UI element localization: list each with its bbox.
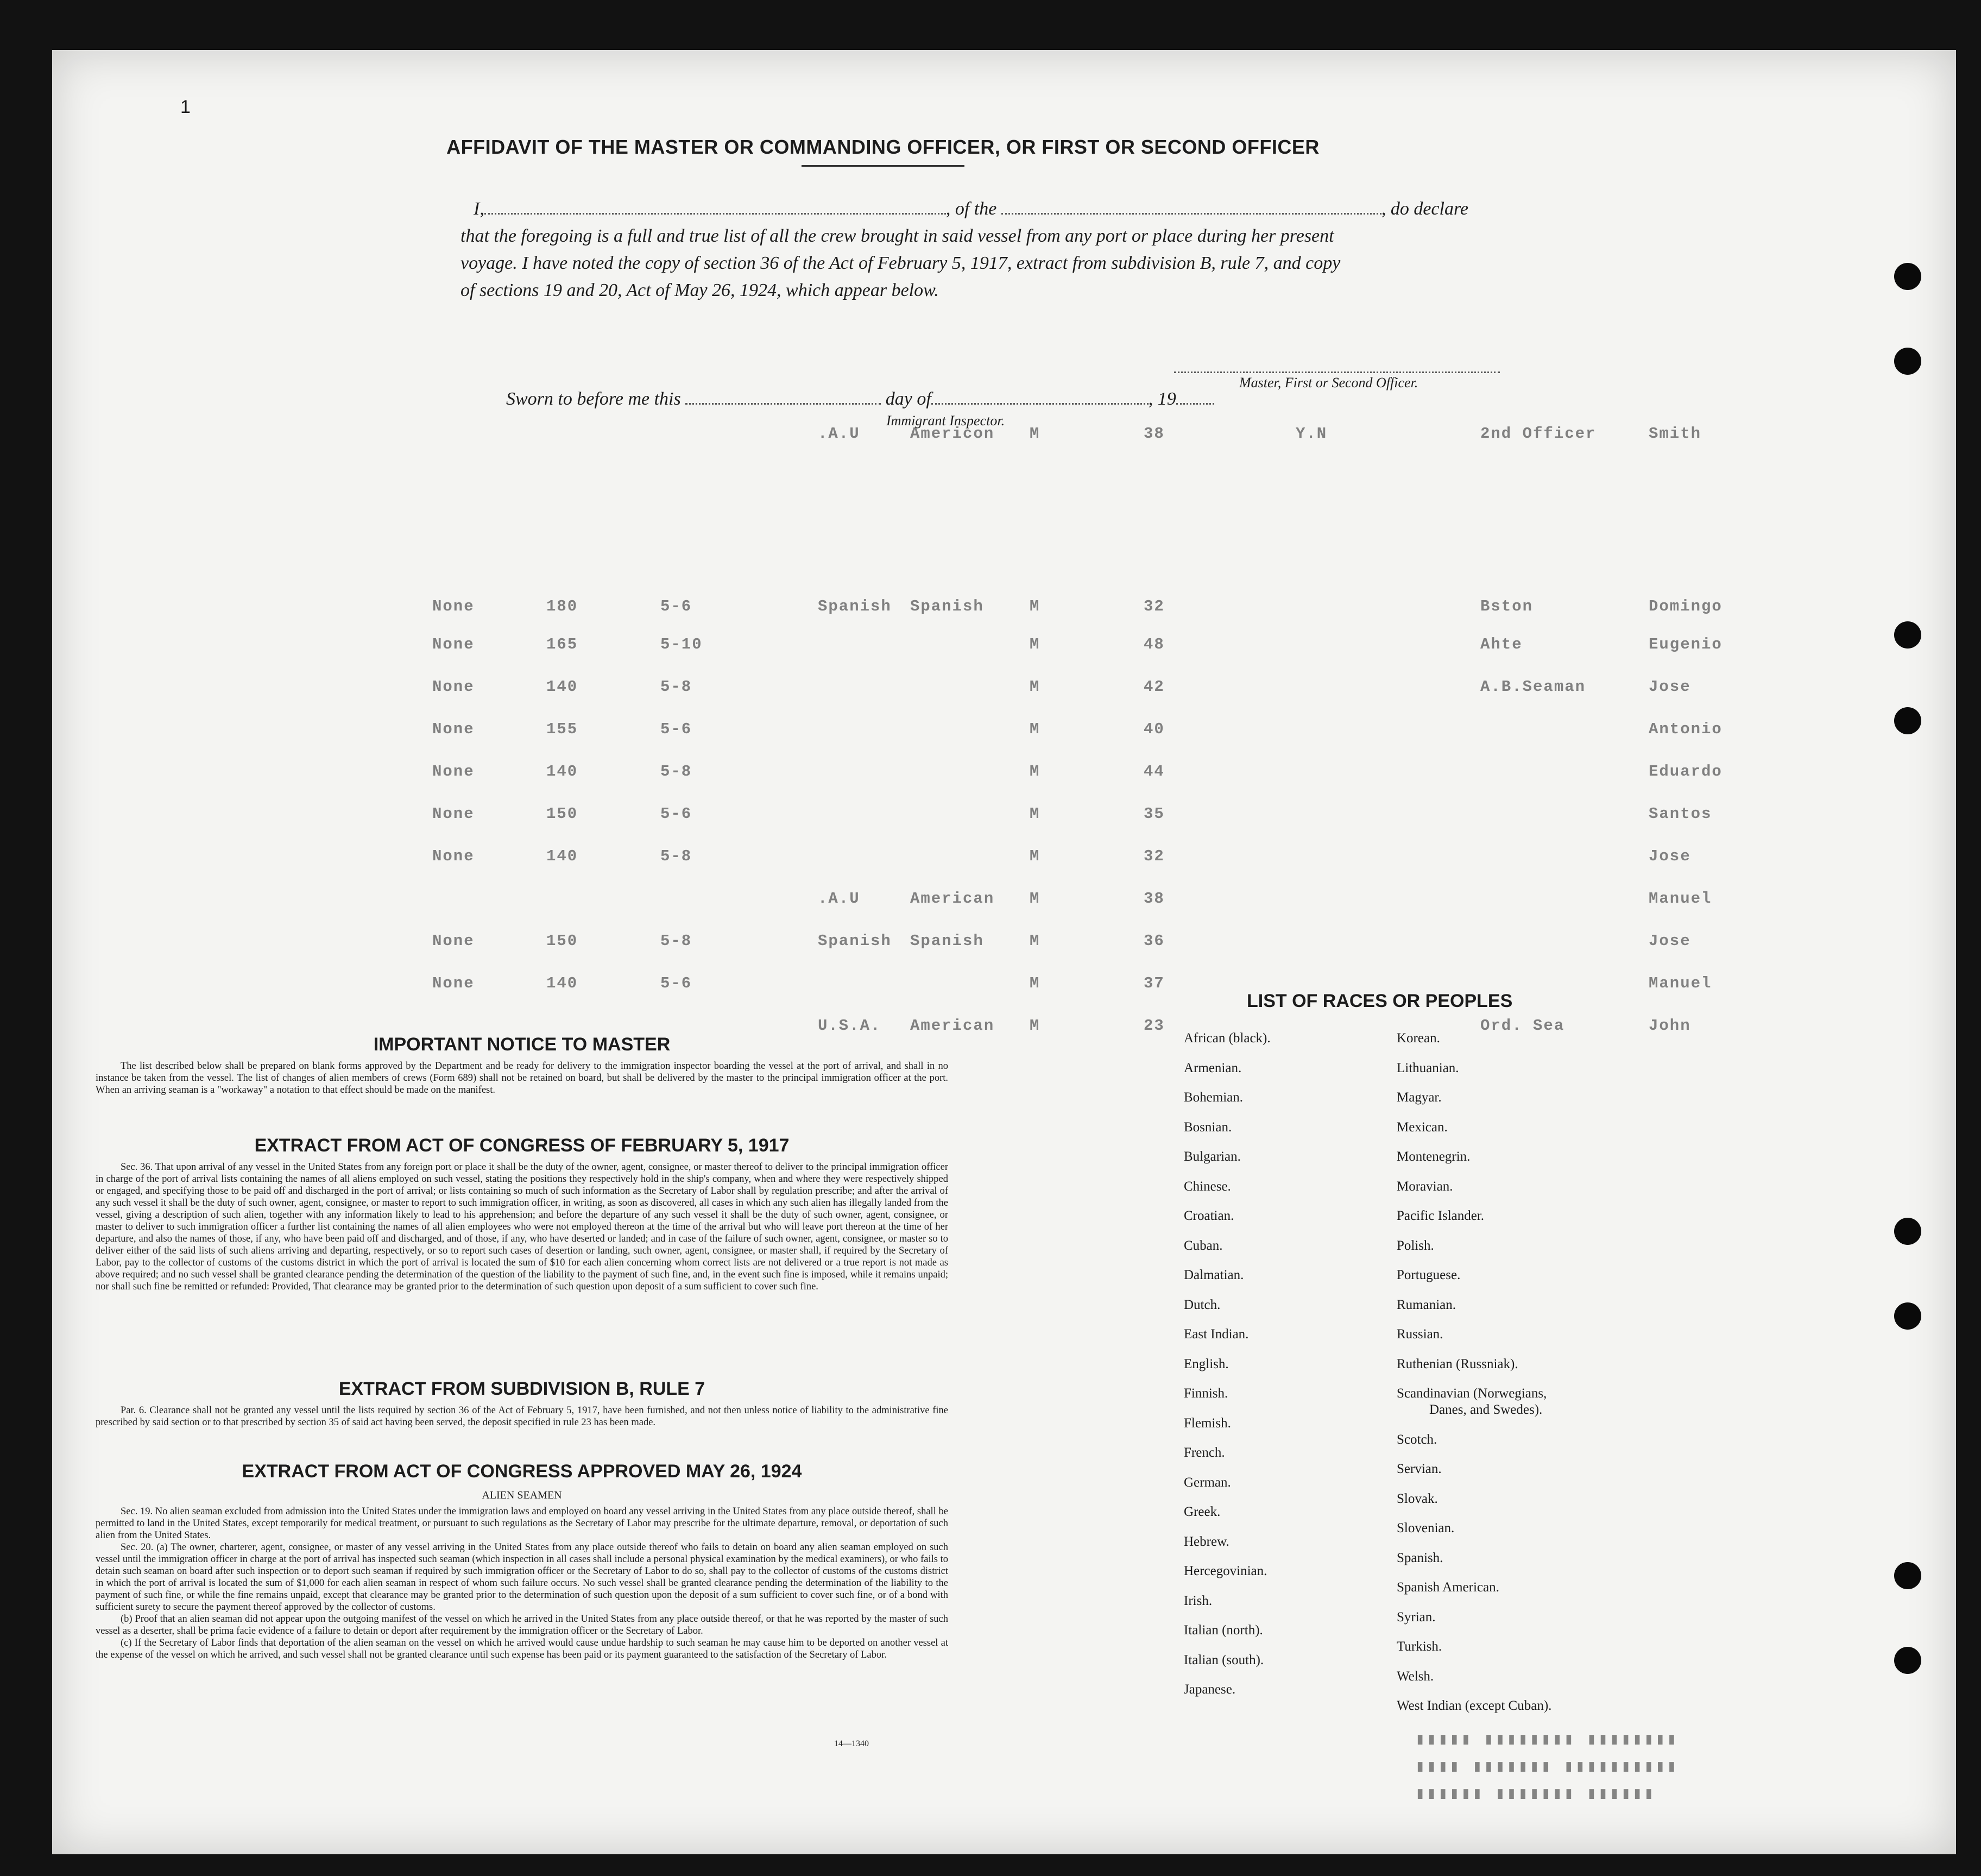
affidavit-line-3: voyage. I have noted the copy of section 36 of the Act of February 5, 1917, extract from subdivision B, rule 7, and copy xyxy=(460,253,1341,273)
race-entry: Spanish. xyxy=(1397,1550,1443,1565)
steamship-stamp: ▮▮▮▮▮ ▮▮▮▮▮▮▮▮ ▮▮▮▮▮▮▮▮ xyxy=(1415,1731,1679,1749)
manifest-page xyxy=(52,50,1956,1854)
bleed-through-row: .A.U American M 38 Manuel xyxy=(818,890,1712,908)
bleed-through-row: None 140 5-8 M 42 A.B.Seaman Jose xyxy=(432,678,1691,696)
affidavit-line-2: that the foregoing is a full and true list of all the crew brought in said vessel from any port or place during her present xyxy=(460,226,1334,246)
race-entry: Dutch. xyxy=(1184,1297,1221,1312)
race-entry: Hebrew. xyxy=(1184,1534,1229,1549)
race-entry: Irish. xyxy=(1184,1593,1213,1608)
punch-hole xyxy=(1894,621,1921,649)
steamship-stamp: ▮▮▮▮▮▮ ▮▮▮▮▮▮▮ ▮▮▮▮▮▮ xyxy=(1415,1785,1656,1804)
extract-rule7-text: Par. 6. Clearance shall not be granted any vessel until the lists required by section 36 of the Act of February 5, 1917, have been furnished, and not then unless notice of liability to the administrative fine prescribed by said section or to that prescribed by section 35 of said act having been served, the deposit specified in rule 23 has been made. xyxy=(96,1405,948,1428)
race-entry: Italian (south). xyxy=(1184,1652,1264,1667)
section-20a-text: Sec. 20. (a) The owner, charterer, agent, consignee, or master of any vessel arriving in the United States from any place outside thereof who fails to detain on board any alien seaman employed on such vessel until the immigration officer in charge at the port of arrival has inspected such seaman (which inspection in all cases shall include a personal physical examination by the medical examiners), or who fails to detain such seaman on board after such inspection or to deport such seaman if required by such immigration officer or the Secretary of Labor to do so, shall pay to the collector of customs of the customs district in which the port of arrival is located the sum of $1,000 for each alien seaman in respect of whom such failure occurs. No such vessel shall be granted clearance pending the determination of the liability to the payment of such fine, or while the fine remains unpaid, except that clearance may be granted prior to the determination of such question upon the deposit of a sum sufficient to cover such fine, or of a bond with sufficient surety to secure the payment thereof approved by the collector of customs. xyxy=(96,1542,948,1613)
race-entry: Croatian. xyxy=(1184,1208,1234,1223)
section-20b-text: (b) Proof that an alien seaman did not appear upon the outgoing manifest of the vessel on which he arrived in the United States from any place outside thereof, or that he was reported by the master of such vessel as a deserter, shall be prima facie evidence of a failure to detain or deport after requirement by the immigration officer or the Secretary of Labor. xyxy=(96,1614,948,1636)
vessel-blank xyxy=(1001,199,1381,215)
sworn-line xyxy=(506,386,1214,413)
race-entry: Cuban. xyxy=(1184,1238,1223,1253)
race-entry: Moravian. xyxy=(1397,1179,1453,1194)
form-number: 14—1340 xyxy=(834,1739,869,1748)
race-entry: African (black). xyxy=(1184,1031,1271,1046)
important-notice-heading: IMPORTANT NOTICE TO MASTER xyxy=(373,1034,671,1055)
bleed-through-row: None 140 5-6 M 37 Manuel xyxy=(432,974,1712,992)
day-of-label: day of xyxy=(885,389,931,409)
race-entry: Slovenian. xyxy=(1397,1521,1455,1535)
affidavit-title: AFFIDAVIT OF THE MASTER OR COMMANDING OFFICER, OR FIRST OR SECOND OFFICER xyxy=(446,136,1320,158)
race-entry: Scotch. xyxy=(1397,1432,1437,1447)
extract-1924-heading: EXTRACT FROM ACT OF CONGRESS APPROVED MAY 26, 1924 xyxy=(242,1461,802,1482)
race-entry: French. xyxy=(1184,1445,1225,1460)
race-entry: Bohemian. xyxy=(1184,1090,1244,1105)
race-entry: Lithuanian. xyxy=(1397,1060,1459,1075)
alien-seamen-subheading: ALIEN SEAMEN xyxy=(482,1489,562,1501)
race-entry: Syrian. xyxy=(1397,1609,1436,1625)
sworn-day-blank xyxy=(685,389,881,405)
race-entry: English. xyxy=(1184,1356,1229,1371)
race-entry: Welsh. xyxy=(1397,1669,1434,1684)
sworn-month-blank xyxy=(931,389,1149,405)
important-notice-text: The list described below shall be prepared on blank forms approved by the Department and be ready for delivery to the immigration inspector boarding the vessel at the port of arrival, and shall in no instance be taken from the vessel. The list of changes of alien members of crews (Form 689) shall not be retained on board, but shall be delivered by the master to the principal immigration officer at the port. When an arriving seaman is a "workaway" a notation to that effect should be made on the manifest. xyxy=(96,1061,948,1096)
bleed-through-row: None 150 5-6 M 35 Santos xyxy=(432,805,1712,823)
race-entry: West Indian (except Cuban). xyxy=(1397,1698,1552,1713)
year-label: , 19 xyxy=(1148,389,1176,409)
extract-1924-text xyxy=(96,1506,948,1661)
section-20c-text: (c) If the Secretary of Labor finds that deportation of the alien seaman on the vessel on which he arrived would cause undue hardship to such seaman he may cause him to be deported on another vessel at the expense of the vessel on which he arrived, and such vessel shall not be granted clearance until such expense has been paid or its payment guaranteed to the satisfaction of the Secretary of Labor. xyxy=(96,1638,948,1660)
sworn-label: Sworn to before me this xyxy=(506,389,681,409)
race-entry: Chinese. xyxy=(1184,1179,1231,1194)
steamship-stamp: ▮▮▮▮ ▮▮▮▮▮▮▮ ▮▮▮▮▮▮▮▮▮▮ xyxy=(1415,1758,1679,1777)
race-entry: Slovak. xyxy=(1397,1491,1438,1506)
punch-hole xyxy=(1894,1647,1921,1674)
master-signature-label: Master, First or Second Officer. xyxy=(1239,375,1418,391)
punch-hole xyxy=(1894,707,1921,734)
race-entry: Scandinavian (Norwegians, xyxy=(1397,1386,1547,1401)
punch-hole xyxy=(1894,1218,1921,1245)
bleed-through-row: None 140 5-8 M 32 Jose xyxy=(432,847,1691,865)
punch-hole xyxy=(1894,263,1921,290)
bleed-through-row: U.S.A. American M 23 Ord. Sea John xyxy=(818,1017,1691,1035)
bleed-through-row: None 150 5-8 Spanish Spanish M 36 Jose xyxy=(432,932,1691,950)
bleed-through-row: .A.U Americon M 38 Y.N 2nd Officer Smith xyxy=(818,425,1702,443)
race-entry: East Indian. xyxy=(1184,1327,1249,1342)
punch-hole xyxy=(1894,348,1921,375)
bleed-through-row: None 165 5-10 M 48 Ahte Eugenio xyxy=(432,635,1723,653)
section-19-text: Sec. 19. No alien seaman excluded from admission into the United States under the immigration laws and employed on board any vessel arriving in the United States from any place outside thereof, shall be permitted to land in the United States, except temporarily for medical treatment, or pursuant to such regulations as the Secretary of Labor may prescribe for the ultimate departure, removal, or deportation of such alien from the United States. xyxy=(96,1506,948,1541)
extract-1917-heading: EXTRACT FROM ACT OF CONGRESS OF FEBRUARY 5, 1917 xyxy=(254,1135,790,1156)
bleed-through-row: None 180 5-6 Spanish Spanish M 32 Bston Domingo xyxy=(432,597,1723,615)
race-entry: Magyar. xyxy=(1397,1090,1442,1105)
affidavit-declare-label: , do declare xyxy=(1381,199,1469,219)
race-entry: Rumanian. xyxy=(1397,1297,1456,1312)
extract-1917-text: Sec. 36. That upon arrival of any vessel in the United States from any foreign port or place it shall be the duty of the owner, agent, consignee, or master thereof to deliver to the principal immigration officer in charge of the port of arrival lists containing the names of all aliens employed on such vessel, stating the positions they respectively hold in the ship's company, when and where they were respectively shipped or engaged, and specifying those to be paid off and discharged in the port of arrival; or lists containing so much of such information as the Secretary of Labor shall by regulation prescribe; and after the arrival of any such vessel it shall be the duty of such owner, agent, consignee, or master to report to such immigration officer, in writing, as soon as discovered, all cases in which any such alien has illegally landed from the vessel, giving a description of such alien, together with any information likely to lead to his apprehension; and before the departure of any such vessel it shall be the duty of such owner, agent, consignee, or master to deliver to such immigration officer a further list containing the names of all alien employees who were not employed thereon at the time of the arrival but who will leave port thereon at the time of her departure, and also the names of those, if any, who have been paid off and discharged, and of those, if any, who have deserted or landed; and in case of the failure of such owner, agent, consignee, or master so to deliver either of the said lists of such aliens arriving and departing, respectively, or so to report such cases of desertion or landing, such owner, agent, consignee, or master shall, if required by the Secretary of Labor, pay to the collector of customs of the customs district in which the port of arrival is located the sum of $10 for each alien concerning whom correct lists are not delivered or a true report is not made as above required; and no such vessel shall be granted clearance pending the determination of the question of the liability to the payment of such fine, and, in the event such fine is imposed, while it remains unpaid; nor shall such fine be remitted or refunded: Provided, That clearance may be granted prior to the determination of such question upon deposit of a sum sufficient to cover such fine. xyxy=(96,1162,948,1292)
affidavit-of-the-label: , of the xyxy=(945,199,997,219)
race-entry: Spanish American. xyxy=(1397,1580,1499,1595)
race-entry: Turkish. xyxy=(1397,1639,1442,1654)
race-entry: Finnish. xyxy=(1184,1386,1228,1401)
race-entry: Italian (north). xyxy=(1184,1623,1263,1638)
race-entry: Armenian. xyxy=(1184,1060,1242,1075)
punch-hole xyxy=(1894,1562,1921,1589)
affidavit-i-label: I, xyxy=(474,199,484,219)
race-entry: Japanese. xyxy=(1184,1682,1236,1697)
race-entry: Flemish. xyxy=(1184,1415,1231,1431)
title-underline xyxy=(802,165,964,167)
race-entry: Montenegrin. xyxy=(1397,1149,1471,1164)
race-entry: Servian. xyxy=(1397,1462,1442,1476)
affidavit-line-4: of sections 19 and 20, Act of May 26, 1924, which appear below. xyxy=(460,280,939,300)
punch-hole xyxy=(1894,1302,1921,1330)
races-heading: LIST OF RACES OR PEOPLES xyxy=(1247,991,1513,1011)
name-blank xyxy=(484,199,946,215)
race-entry: Korean. xyxy=(1397,1031,1440,1046)
bleed-through-row: None 155 5-6 M 40 Antonio xyxy=(432,720,1723,738)
race-entry: Dalmatian. xyxy=(1184,1268,1244,1282)
bleed-through-row: None 140 5-8 M 44 Eduardo xyxy=(432,763,1723,780)
race-entry: Pacific Islander. xyxy=(1397,1208,1485,1223)
extract-rule7-heading: EXTRACT FROM SUBDIVISION B, RULE 7 xyxy=(338,1378,705,1399)
master-signature-line xyxy=(1174,357,1500,373)
race-entry: Danes, and Swedes). xyxy=(1429,1402,1543,1417)
race-entry: Bulgarian. xyxy=(1184,1149,1241,1164)
affidavit-line-1 xyxy=(474,196,1468,223)
race-entry: Ruthenian (Russniak). xyxy=(1397,1356,1518,1371)
sworn-year-blank xyxy=(1176,389,1214,405)
margin-mark: 1 xyxy=(180,97,191,117)
race-entry: German. xyxy=(1184,1475,1231,1490)
race-entry: Bosnian. xyxy=(1184,1119,1232,1135)
inspector-signature-label: Immigrant Inspector. xyxy=(886,413,1005,429)
race-entry: Russian. xyxy=(1397,1327,1443,1342)
race-entry: Polish. xyxy=(1397,1238,1434,1253)
race-entry: Greek. xyxy=(1184,1504,1221,1519)
race-entry: Portuguese. xyxy=(1397,1268,1461,1282)
race-entry: Mexican. xyxy=(1397,1119,1448,1135)
race-entry: Hercegovinian. xyxy=(1184,1564,1267,1578)
